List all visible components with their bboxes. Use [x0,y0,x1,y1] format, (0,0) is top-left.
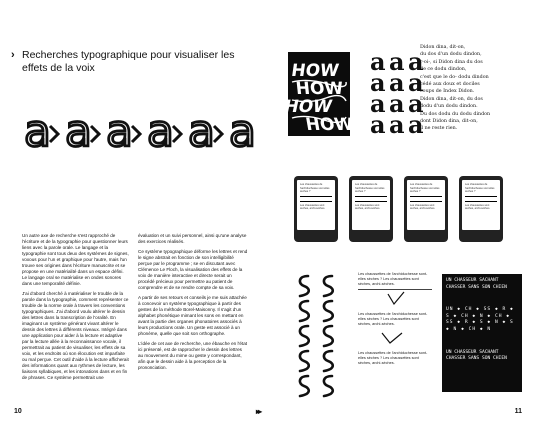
specimen-letter: a [389,47,405,76]
specimen-letter: a [389,89,405,118]
poster-word: HOW [282,97,334,117]
paragraph: A partir de ses retours et conseils je me suis attachée à concevoir un système typographique à partir des gestes de la méthode Borel-Maisonny. Il s'agit d'un alphabet phonétique mimant les sons en mettant en avant la partie des organes phonatoires associés à leurs productions orale. Un geste est associé à un phonème, quelle que soit son orthographe. [138,295,247,336]
note-block: Les chaussettes de l'archiduchesse sont-elles sèches ? Les chaussettes sont sèches, archi-sèches. [358,351,428,365]
specimen-letter: a [370,110,386,139]
phone-caption: Les chaussettes sont sèches, archi-sèches. [355,203,381,211]
gesture-glyph [300,276,309,296]
specimen-letter: a [408,47,424,76]
specimen-letter: a [408,89,424,118]
paragraph: Un autre axe de recherche s'est rapproché de l'écriture et de la typographie pour questionner leurs liens avec la parole orale. Le langage et la typographie sont tous deux des systèmes de signes, voxous pour l'un et graphique pour l'autre, mais l'un trouve ses origines dans l'écriture manuscrite et se propose en une matérialité dans un espace défini. Le langage oral se matérialise en ondes sonores dans une temporalité définie. [22,233,129,286]
poster-word: HOW [304,115,356,135]
check-icon [358,290,432,310]
specimen-letter: a [408,110,424,139]
arrow-right-icon [91,126,99,142]
waveform [355,196,387,202]
phone-mockup [349,176,393,242]
phone-caption: Les chaussettes de l'archiduchesse sont elles sèches ? [410,183,440,194]
tongue-twister-panel [442,274,522,392]
waveform [465,196,497,202]
paragraph: L'idée de cet axe de recherche, une ébauche en l'état ici présenté, est de rapprocher le dessin des lettres au mouvement du mime ou geste y correspondant, afin que le dessin aide à la perception de la prononciation. [138,341,248,370]
twister-line: UN CHASSEUR SACHANT CHASSER SANS SON CHIEN [446,278,507,290]
gesture-glyph-grid [290,270,342,398]
chevron-right-icon: › [11,49,15,61]
glyph-letter: a [106,106,133,157]
glyph-letter: a [188,106,215,157]
poster-word: HOW [294,79,345,99]
glyph-letter: a [24,106,51,157]
specimen-letter: a [370,68,386,97]
waveform [300,196,332,202]
gesture-glyph [324,376,333,396]
glyph-letter: a [229,106,256,157]
double-arrow-icon: ▸▸ [256,407,261,416]
gesture-glyph [324,326,333,346]
phone-caption: Les chaussettes de l'archiduchesse sont elles sèches ? [465,183,495,194]
glyph-letter: a [65,106,92,157]
phone-mockups [294,176,534,246]
text-column-1 [22,233,130,385]
phone-mockup [459,176,503,242]
paragraph: Ce système typographique déforme les lettres et rend le signe abstrait en fonction de son intelligibilité perçue par le programme ; se en discutant avec Clémence Le Floch, la visualisation des effets de la voix de manière interactive et directe serait un procédé précieux pour permettre au patient de comprendre et de se rendre compte de sa voix. [138,249,248,290]
heading-text: Recherches typographique pour visualiser les effets de la voix [22,49,235,74]
gesture-glyph [300,301,309,321]
specimen-letter: a [408,68,424,97]
page-number-right: 11 [514,408,522,415]
phone-screen [462,180,500,230]
phone-mockup [404,176,448,242]
note-block: Les chaussettes de l'archiduchesse sont-elles sèches ? Les chaussettes sont sèches, archi-sèches. [358,272,432,290]
check-icon [358,329,432,349]
right-page [268,0,536,428]
twister-line: UN CHASSEUR SACHANT CHASSER SANS SON CHIEN [446,349,507,362]
glyph-letter: a [147,106,174,157]
waveform [410,196,442,202]
specimen-letter: a [370,89,386,118]
gesture-glyph [324,301,333,321]
phone-screen [352,180,390,230]
paragraph: évaluation et un suivi personnel, ainsi qu'une analyse des exercices réalisés. [138,233,247,244]
phone-mockup [294,176,338,242]
phone-caption: Les chaussettes de l'archiduchesse sont elles sèches ? [355,183,385,194]
tongue-twister-poem: Didon dina, dit-on, du dos d'un dodu dindon, r-oi-, si Didon dina du dos de ce dodu dindon, c'est que le do- dodu dindon cédé aux doux et dociles coups de Index Didon. Didon dina, dit-on, du dos dodu d'un dodu dindon. Du dos dodu du dodu dindon dont Didon dina, dit-on, il ne reste rien. [420,45,491,132]
specimen-letter: a [389,68,405,97]
arrow-right-icon [214,126,222,142]
phone-caption: Les chaussettes sont sèches, archi-sèches. [465,203,491,211]
note-block: Les chaussettes de l'archiduchesse sont-elles sèches ? Les chaussettes sont sèches, archi-sèches. [358,312,428,326]
text-column-2 [138,233,248,375]
page-heading [11,49,262,75]
poster-word: HOW [289,61,341,81]
twister-phonetic: UN ◆ CH ◆ SS ◆ R ◆ S ◆ CH ◆ N ◆ CH ◆ SS ◆ R ◆ S ◆ N ◆ S ◆ N ◆ CH ◆ N [446,307,514,332]
phone-caption: Les chaussettes de l'archiduchesse sont elles sèches ? [300,183,330,194]
gesture-glyph [324,351,333,371]
page-number-left: 10 [14,408,22,415]
annotation-notes [358,272,432,394]
how-poster [282,52,356,136]
glyph-sequence [22,106,256,157]
paragraph: J'ai d'abord cherché à matérialiser le trouble de la parole dans la typographie, comment représenter ce trouble de la norme orale à travers les conventions typographiques. J'ai d'abord voulu altérer le dessin des lettres dans la transcription de l'oralité. En imaginant un système générant vivant altérer le dessin des lettres à différents niveaux. Intégré dans une application pour aider à la lecture et adaptive par la lecture allée à la reconnaissance vocale, il permettrait au patient de visualiser, les effets de sa voix, et les endroits où son élocution est imparfaite ou mal perçue. Cet outil d'aide à la lecture afficherait des informations quant aux rythmes de lecture, les liaisons syllabiques, et les intonations dans et en fin de phrases. Ce système permettrait une [22,291,129,380]
phone-screen [407,180,445,230]
how-poster-svg [282,52,356,136]
gesture-glyph [324,276,333,296]
arrow-right-icon [173,126,181,142]
gesture-glyph-svg [290,270,342,398]
arrow-right-icon [50,126,58,142]
phone-screen [297,180,335,230]
gesture-glyph [300,376,309,396]
glyph-sequence-svg [22,106,256,157]
specimen-letter: a [370,47,386,76]
arrow-right-icon [132,126,140,142]
phone-caption: Les chaussettes sont sèches, archi-sèches. [300,203,326,211]
phone-caption: Les chaussettes sont sèches, archi-sèches. [410,203,436,211]
gesture-glyph [300,351,309,371]
specimen-letter: a [389,110,405,139]
gesture-glyph [300,326,309,346]
